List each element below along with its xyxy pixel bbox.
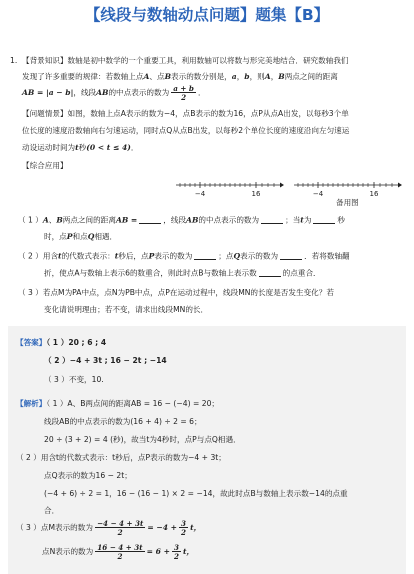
q1-line-2: 时，点P和点Q相遇． (44, 232, 118, 241)
tick-label-left: −4 (194, 190, 206, 198)
n-fraction: $\frac{16 - 4 + 3t}{2}$ (97, 543, 143, 562)
q2-blank-q[interactable] (280, 252, 302, 260)
analysis-line-4: （ 2 ）用含t的代数式表示：t秒后，点P表示的数为−4 + 3t； (16, 453, 226, 462)
q2-line-2: 折，使点A与数轴上表示6的数重合，则此时点B与数轴上表示数 的点重合． (44, 268, 321, 278)
axis-arrow-icon (280, 183, 284, 188)
q2-blank-p[interactable] (194, 252, 216, 260)
q1-line-1: （ 1 ）A、B两点之间的距离AB = ，线段AB的中点表示的数为 ；当t为 秒 (18, 215, 345, 225)
analysis-line-6: (−4 + 6) ÷ 2 = 1，16 − (16 − 1) × 2 = −14，故此时点B与数轴上表示数−14的点重 (44, 489, 348, 498)
q3-line-1: （ 3 ）若点M为PA中点，点N为PB中点，点P在运动过程中，线段MN的长度是否发生变化？若 (18, 288, 334, 297)
background-line-1: 【背景知识】数轴是初中数学的一个重要工具，利用数轴可以将数与形完美地结合．研究数轴我们 (22, 56, 349, 65)
analysis-line-5: 点Q表示的数为16 − 2t； (44, 471, 132, 480)
axis-arrow-icon (398, 183, 402, 188)
background-line-2: 发现了许多重要的规律：若数轴上点A、点B表示的数分别是，a，b，则A，B两点之间的距离 (22, 72, 338, 81)
m-coef-fraction: $\frac{3}{2}$ (181, 519, 187, 538)
n-coef-fraction: $\frac{3}{2}$ (173, 543, 179, 562)
background-line-3: AB = |a − b|，线段AB的中点表示的数为 $\frac{a + b}{2}$ ． (22, 84, 206, 103)
analysis-line-9: 点N表示的数为 $\frac{16 - 4 + 3t}{2}$ = 6 + $\frac{3}{2}$ t， (42, 543, 195, 562)
analysis-line-2: 线段AB的中点表示的数为(16 + 4) ÷ 2 = 6； (44, 417, 202, 426)
tick-label-left: −4 (312, 190, 324, 198)
analysis-line-8: （ 3 ）点M表示的数为 $\frac{-4 - 4 + 3t}{2}$ = −4 + $\frac{3}{2}$ t， (16, 519, 202, 538)
question-number: 1. (10, 56, 18, 65)
analysis-line-1: 【解析】（ 1 ）A、B两点间的距离AB = 16 − (−4) = 20； (16, 399, 219, 408)
tick-label-right: 16 (369, 190, 379, 198)
answer-line-1: 【答案】（ 1 ）20 ; 6 ; 4 (16, 338, 107, 347)
number-line-spare (292, 178, 402, 200)
q2-line-1: （ 2 ）用含t的代数式表示：t秒后，点P表示的数为 ；点Q表示的数为 ．若将数轴翻 (18, 251, 350, 261)
tick-label-right: 16 (251, 190, 261, 198)
application-heading: 【综合应用】 (22, 161, 68, 170)
midpoint-fraction: $\frac{a + b}{2}$ (173, 84, 194, 103)
situation-line-3: 动设运动时间为t秒(0 < t ≤ 4)． (22, 143, 139, 152)
page-title: 【线段与数轴动点问题】题集【B】 (84, 6, 330, 24)
answer-tag: 【答案】 (16, 338, 47, 347)
m-fraction: $\frac{-4 - 4 + 3t}{2}$ (96, 519, 144, 538)
q1-blank-time[interactable] (313, 216, 335, 224)
analysis-line-3: 20 ÷ (3 + 2) = 4 (秒)，故当t为4秒时，点P与点Q相遇． (44, 435, 241, 444)
situation-line-2: 位长度的速度沿数轴向右匀速运动，同时点Q从点B出发，以每秒2个单位长度的速度沿向左匀速运 (22, 126, 350, 135)
answer-line-3: （ 3 ）不变，10. (44, 375, 104, 384)
answer-panel (8, 326, 406, 574)
q3-line-2: 变化请说明理由；若不变，请求出线段MN的长． (44, 305, 209, 314)
situation-line-1: 【问题情景】如图，数轴上点A表示的数为−4，点B表示的数为16，点P从点A出发，以每秒3个单 (22, 109, 349, 118)
analysis-line-7: 合． (44, 506, 60, 515)
answer-line-2: （ 2 ）−4 + 3t ; 16 − 2t ; −14 (44, 356, 167, 365)
analysis-tag: 【解析】 (16, 399, 47, 408)
q2-blank-fold[interactable] (259, 269, 281, 277)
number-line-main (174, 178, 284, 200)
q1-blank-midpoint[interactable] (261, 216, 283, 224)
q1-blank-distance[interactable] (139, 216, 161, 224)
spare-figure-caption: 备用图 (336, 198, 359, 207)
